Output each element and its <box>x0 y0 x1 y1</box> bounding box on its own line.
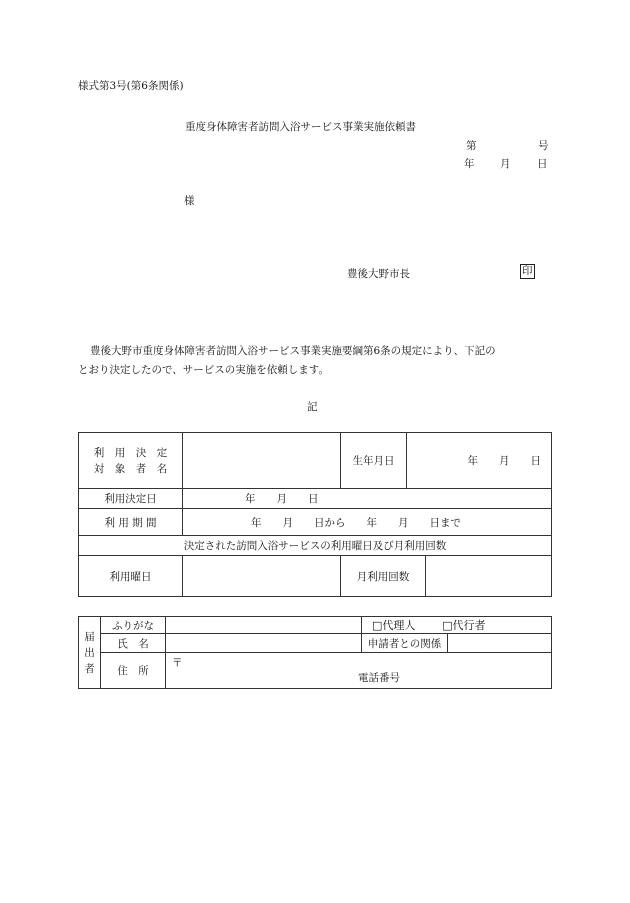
target-name-label-cell <box>79 433 183 489</box>
furigana-row <box>79 617 552 634</box>
period-field[interactable] <box>183 509 552 536</box>
birth-date-field[interactable] <box>407 433 552 489</box>
target-label-line2: 対 象 者 名 <box>93 462 168 475</box>
seal-mark: 印 <box>522 265 533 277</box>
decision-date-label: 利用決定日 <box>79 489 183 509</box>
period-label: 利 用 期 間 <box>79 509 183 536</box>
weekday-field[interactable] <box>183 556 341 597</box>
address-row <box>79 653 552 689</box>
date-year-label: 年 <box>464 158 475 170</box>
period-value: 年 月 日から 年 月 日まで <box>251 516 461 529</box>
decision-date-value: 年 月 日 <box>245 493 319 505</box>
furigana-field[interactable] <box>166 617 362 634</box>
birth-date-label: 生年月日 <box>341 433 407 489</box>
agent-checkbox[interactable]: □代理人 <box>372 619 416 632</box>
issuer-name: 豊後大野市長 <box>347 268 410 280</box>
applicant-type-cell <box>362 617 552 634</box>
ki-heading: 記 <box>307 401 318 413</box>
main-info-table <box>78 432 552 597</box>
birth-date-value: 年 月 日 <box>467 455 541 467</box>
target-name-field[interactable] <box>183 433 341 489</box>
period-row <box>79 509 552 536</box>
body-paragraph-line1: 豊後大野市重度身体障害者訪問入浴サービス事業実施要綱第6条の規定により、下記の <box>90 345 496 357</box>
official-seal <box>520 264 535 279</box>
applicant-table <box>78 616 552 689</box>
applicant-side-label <box>79 617 101 689</box>
decision-date-row <box>79 489 552 509</box>
furigana-label: ふりがな <box>101 617 166 634</box>
phone-label: 電話番号 <box>358 672 400 684</box>
target-label-line1: 利 用 決 定 <box>93 446 168 459</box>
form-number: 様式第3号(第6条関係) <box>78 80 184 92</box>
target-row <box>79 433 552 489</box>
address-label: 住 所 <box>101 653 166 689</box>
monthly-count-label: 月利用回数 <box>341 556 426 597</box>
date-day-label: 日 <box>537 158 548 170</box>
monthly-count-field[interactable] <box>426 556 552 597</box>
decision-date-field[interactable] <box>183 489 552 509</box>
number-suffix: 号 <box>538 140 549 152</box>
name-row <box>79 634 552 653</box>
addressee-suffix: 様 <box>184 195 195 207</box>
document-title: 重度身体障害者訪問入浴サービス事業実施依頼書 <box>185 121 416 133</box>
address-field[interactable] <box>166 653 552 689</box>
number-prefix: 第 <box>466 140 477 152</box>
section-header: 決定された訪問入浴サービスの利用曜日及び月利用回数 <box>79 536 552 556</box>
relation-label: 申請者との関係 <box>362 634 448 653</box>
name-label: 氏 名 <box>101 634 166 653</box>
date-month-label: 月 <box>500 158 511 170</box>
usage-row <box>79 556 552 597</box>
applicant-side-text: 届出者 <box>84 630 95 675</box>
relation-field[interactable] <box>448 634 552 653</box>
weekday-label: 利用曜日 <box>79 556 183 597</box>
postal-mark: 〒 <box>172 657 183 669</box>
body-paragraph-line2: とおり決定したので、サービスの実施を依頼します。 <box>78 364 329 376</box>
name-field[interactable] <box>166 634 362 653</box>
section-header-row <box>79 536 552 556</box>
proxy-checkbox[interactable]: □代行者 <box>442 619 486 632</box>
